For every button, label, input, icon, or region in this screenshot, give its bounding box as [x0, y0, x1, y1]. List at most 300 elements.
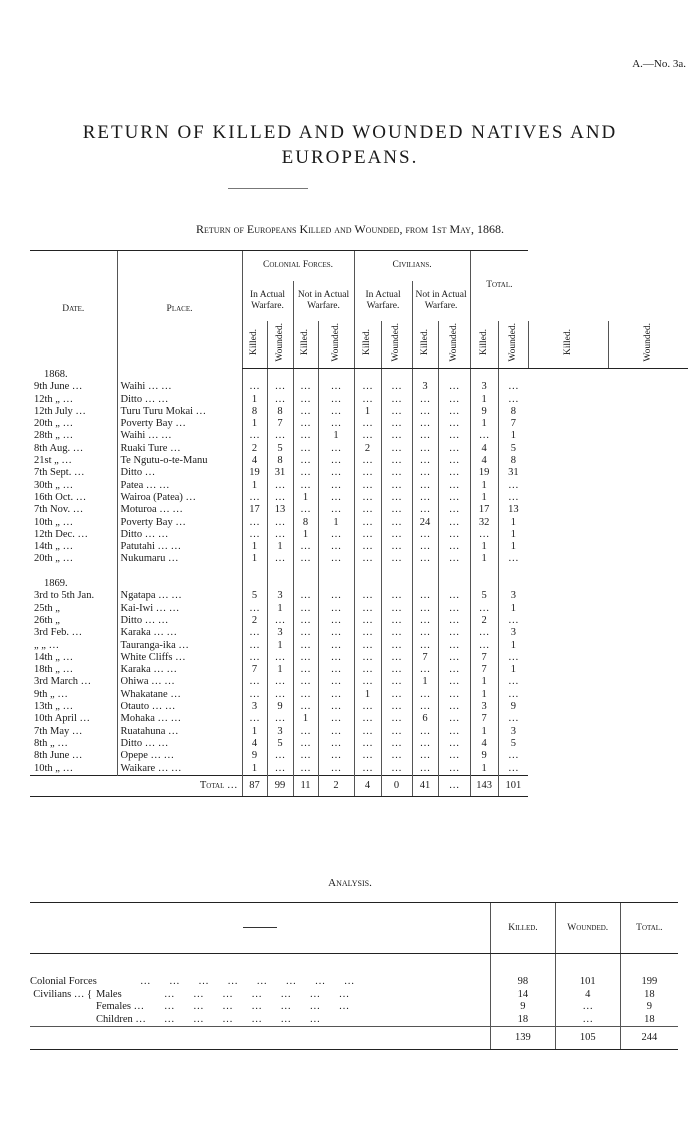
row-value: …	[267, 689, 293, 701]
table-row	[30, 529, 688, 541]
row-value: …	[438, 492, 470, 504]
row-value: …	[354, 615, 381, 627]
total-value: 2	[318, 775, 354, 796]
row-value: 1	[242, 726, 267, 738]
row-value: …	[293, 381, 318, 393]
wounded-label: Wounded.	[507, 322, 518, 362]
row-value: 8	[267, 455, 293, 467]
place-header: Place.	[117, 251, 242, 369]
row-value: 1	[267, 664, 293, 676]
row-date: 20th „ …	[34, 553, 74, 565]
row-value: …	[354, 738, 381, 750]
row-value: 1	[412, 676, 438, 688]
row-value: …	[293, 553, 318, 565]
row-value	[242, 566, 267, 578]
row-value: …	[381, 763, 412, 776]
row-value: …	[354, 640, 381, 652]
row-value: …	[267, 763, 293, 776]
row-value: …	[412, 394, 438, 406]
row-value: 5	[267, 738, 293, 750]
row-value: 9	[242, 750, 267, 762]
row-value	[438, 578, 470, 590]
row-value: …	[438, 664, 470, 676]
row-value: …	[381, 615, 412, 627]
row-place: Kai-Iwi … …	[117, 603, 242, 615]
row-place: Mohaka … …	[117, 713, 242, 725]
row-place: Ruatahuna …	[117, 726, 242, 738]
row-value: …	[318, 480, 354, 492]
row-value: …	[498, 394, 528, 406]
row-value: …	[438, 430, 470, 442]
row-value: 5	[470, 590, 498, 602]
row-value: …	[318, 529, 354, 541]
analysis-wounded-header: Wounded.	[555, 903, 620, 954]
table-row	[30, 566, 688, 578]
row-value: 5	[242, 590, 267, 602]
row-value: 31	[498, 467, 528, 479]
row-value: …	[242, 381, 267, 393]
analysis-label-cell	[30, 954, 491, 989]
row-date: „ „ …	[34, 639, 60, 651]
row-place: Poverty Bay …	[117, 418, 242, 430]
killed-subheader	[528, 321, 608, 369]
row-value: …	[293, 750, 318, 762]
row-value: 1	[354, 406, 381, 418]
row-value: …	[438, 676, 470, 688]
title-divider	[228, 188, 308, 189]
row-date: 25th „	[34, 602, 60, 614]
row-value	[293, 369, 318, 382]
row-value: …	[381, 418, 412, 430]
row-value: …	[318, 504, 354, 516]
row-date: 10th April …	[34, 713, 91, 725]
row-value: …	[242, 492, 267, 504]
row-value: …	[267, 652, 293, 664]
total-row	[30, 775, 688, 796]
row-value: …	[412, 418, 438, 430]
row-date: 1869.	[44, 578, 68, 590]
row-value: …	[438, 615, 470, 627]
table-row	[30, 763, 688, 776]
row-value: …	[318, 676, 354, 688]
row-value: …	[293, 394, 318, 406]
row-value: …	[318, 541, 354, 553]
row-place: Ditto … …	[117, 738, 242, 750]
killed-subheader	[470, 321, 498, 369]
row-place: Ohiwa … …	[117, 676, 242, 688]
row-date: 21st „ …	[34, 455, 72, 467]
row-value: …	[354, 713, 381, 725]
total-value: 99	[267, 775, 293, 796]
killed-subheader	[412, 321, 438, 369]
row-value: 1	[267, 640, 293, 652]
row-value: …	[267, 517, 293, 529]
row-value: 3	[498, 726, 528, 738]
row-value: 1	[498, 603, 528, 615]
dash-rule	[243, 927, 277, 928]
row-value: …	[293, 406, 318, 418]
row-value: 3	[498, 627, 528, 639]
row-value: …	[381, 726, 412, 738]
row-place: Karaka … …	[117, 664, 242, 676]
row-value: …	[267, 480, 293, 492]
row-place: Ditto …	[117, 467, 242, 479]
row-date: 13th „ …	[34, 701, 74, 713]
row-value: 3	[267, 627, 293, 639]
row-value: …	[470, 640, 498, 652]
row-place: Waikare … …	[117, 763, 242, 776]
total-spacer	[30, 775, 117, 796]
row-value: …	[498, 689, 528, 701]
row-value: 1	[293, 713, 318, 725]
row-date: 3rd March …	[34, 676, 92, 688]
row-value	[354, 566, 381, 578]
analysis-value: 4	[555, 989, 620, 1002]
row-value	[381, 566, 412, 578]
row-value: …	[267, 553, 293, 565]
analysis-value: …	[555, 1001, 620, 1014]
row-value: …	[381, 517, 412, 529]
row-value: 8	[498, 455, 528, 467]
row-value: …	[242, 713, 267, 725]
row-value: …	[293, 676, 318, 688]
analysis-sum-value: 139	[491, 1027, 556, 1050]
row-value: …	[354, 750, 381, 762]
row-value: …	[354, 603, 381, 615]
row-value: 1	[470, 763, 498, 776]
row-place: Poverty Bay …	[117, 517, 242, 529]
row-value: …	[293, 738, 318, 750]
row-value	[354, 578, 381, 590]
row-value: 1	[242, 541, 267, 553]
table-row	[30, 541, 688, 553]
row-date: 7th Sept. …	[34, 467, 85, 479]
row-value: …	[354, 504, 381, 516]
row-value	[412, 566, 438, 578]
row-value: …	[412, 406, 438, 418]
row-value: …	[293, 726, 318, 738]
table-row	[30, 689, 688, 701]
table-row	[30, 603, 688, 615]
row-date: 30th „ …	[34, 479, 74, 491]
row-value	[470, 578, 498, 590]
row-value: …	[354, 455, 381, 467]
table-row	[30, 517, 688, 529]
analysis-dots: … … … … … … …	[164, 1001, 351, 1012]
row-value: …	[498, 676, 528, 688]
row-value: …	[267, 430, 293, 442]
row-value: …	[293, 504, 318, 516]
row-value: …	[318, 455, 354, 467]
table-row	[30, 750, 688, 762]
civilians-header: Civilians.	[354, 251, 470, 281]
row-value	[498, 369, 528, 382]
row-value: …	[354, 394, 381, 406]
row-value: …	[438, 726, 470, 738]
row-value: 3	[267, 726, 293, 738]
analysis-value: 199	[620, 954, 678, 989]
row-value: …	[412, 467, 438, 479]
row-value: …	[381, 590, 412, 602]
row-date: 3rd Feb. …	[34, 627, 83, 639]
analysis-value: 14	[491, 989, 556, 1002]
row-value: …	[381, 394, 412, 406]
analysis-bracket: Civilians … {	[33, 988, 92, 1000]
row-value: …	[412, 726, 438, 738]
analysis-sum-value: 105	[555, 1027, 620, 1050]
row-value: …	[293, 689, 318, 701]
row-value	[412, 578, 438, 590]
row-value: …	[381, 627, 412, 639]
row-date: 10th „ …	[34, 762, 74, 774]
row-place	[117, 369, 242, 382]
row-value: 7	[470, 713, 498, 725]
row-value: 5	[267, 443, 293, 455]
row-value: 1	[498, 640, 528, 652]
row-value: …	[381, 713, 412, 725]
row-value: …	[267, 492, 293, 504]
analysis-value: …	[555, 1014, 620, 1027]
table-row	[30, 726, 688, 738]
table-row	[30, 738, 688, 750]
row-value: 13	[498, 504, 528, 516]
analysis-label-cell	[30, 1014, 491, 1027]
row-value: …	[381, 541, 412, 553]
wounded-label: Wounded.	[330, 322, 341, 362]
row-value: 1	[318, 517, 354, 529]
row-value: …	[381, 443, 412, 455]
table-row	[30, 443, 688, 455]
row-value: …	[438, 553, 470, 565]
row-value	[438, 369, 470, 382]
row-value: …	[242, 517, 267, 529]
row-value: 3	[267, 590, 293, 602]
row-value: …	[293, 640, 318, 652]
row-value: 8	[293, 517, 318, 529]
row-value: …	[354, 467, 381, 479]
row-value: 24	[412, 517, 438, 529]
row-value: 1	[498, 517, 528, 529]
row-value: …	[381, 689, 412, 701]
total-value: 11	[293, 775, 318, 796]
row-value: …	[293, 480, 318, 492]
killed-label: Killed.	[419, 329, 430, 356]
row-value: …	[242, 689, 267, 701]
row-value: 3	[498, 590, 528, 602]
row-value: 1	[498, 430, 528, 442]
wounded-subheader	[608, 321, 688, 369]
row-value: …	[267, 676, 293, 688]
row-value: …	[318, 726, 354, 738]
row-value	[293, 566, 318, 578]
row-value: …	[293, 443, 318, 455]
row-value: …	[498, 750, 528, 762]
row-date	[30, 566, 117, 578]
table-row	[30, 713, 688, 725]
row-value: …	[412, 553, 438, 565]
row-value: …	[470, 627, 498, 639]
row-value: …	[318, 590, 354, 602]
row-value: …	[381, 529, 412, 541]
row-value: 3	[470, 701, 498, 713]
row-date: 12th July …	[34, 405, 86, 417]
row-value: …	[412, 430, 438, 442]
table-row	[30, 455, 688, 467]
row-value: 1	[242, 480, 267, 492]
row-value: …	[381, 640, 412, 652]
row-date: 8th Aug. …	[34, 442, 84, 454]
row-value: …	[293, 701, 318, 713]
row-value: …	[354, 676, 381, 688]
wounded-subheader	[381, 321, 412, 369]
row-value: …	[293, 603, 318, 615]
table-row	[30, 553, 688, 565]
killed-label: Killed.	[562, 329, 573, 356]
row-value: …	[498, 480, 528, 492]
row-value: …	[438, 418, 470, 430]
row-value: 8	[498, 406, 528, 418]
row-value: 2	[470, 615, 498, 627]
row-value: …	[318, 640, 354, 652]
row-value: 17	[470, 504, 498, 516]
row-value	[267, 369, 293, 382]
row-date: 14th „ …	[34, 541, 74, 553]
row-value: …	[242, 676, 267, 688]
row-value	[293, 578, 318, 590]
row-date: 8th June …	[34, 750, 83, 762]
wounded-label: Wounded.	[448, 322, 459, 362]
row-date: 12th „ …	[34, 393, 74, 405]
row-value: …	[267, 381, 293, 393]
row-value: 1	[470, 726, 498, 738]
row-value	[318, 566, 354, 578]
row-value: …	[318, 406, 354, 418]
analysis-sum-value: 244	[620, 1027, 678, 1050]
row-place: Whakatane …	[117, 689, 242, 701]
analysis-dots: … … … … … …	[164, 1013, 322, 1025]
total-value: 87	[242, 775, 267, 796]
row-value: 7	[412, 652, 438, 664]
row-value: …	[242, 430, 267, 442]
row-value: …	[354, 430, 381, 442]
row-value: …	[242, 529, 267, 541]
table-row	[30, 615, 688, 627]
row-value: …	[242, 603, 267, 615]
table-row	[30, 578, 688, 590]
row-value: 4	[242, 455, 267, 467]
row-value: 4	[470, 455, 498, 467]
row-value	[242, 578, 267, 590]
row-value: …	[438, 541, 470, 553]
table-subtitle: Return of Europeans Killed and Wounded, from 1st May, 1868.	[196, 222, 504, 236]
row-value: …	[354, 492, 381, 504]
row-value: …	[438, 504, 470, 516]
row-value: …	[267, 529, 293, 541]
row-date: 1868.	[44, 368, 68, 380]
row-value: …	[381, 492, 412, 504]
row-value	[381, 578, 412, 590]
row-date: 18th „ …	[34, 664, 74, 676]
row-value: …	[412, 750, 438, 762]
total-value: 0	[381, 775, 412, 796]
row-value: …	[438, 750, 470, 762]
killed-subheader	[293, 321, 318, 369]
row-value: …	[354, 418, 381, 430]
row-value: …	[267, 713, 293, 725]
analysis-label: Females …	[96, 1001, 145, 1012]
row-value: …	[470, 529, 498, 541]
killed-label: Killed.	[362, 329, 373, 356]
row-value: …	[498, 381, 528, 393]
wounded-subheader	[438, 321, 470, 369]
row-value: …	[293, 455, 318, 467]
wounded-subheader	[267, 321, 293, 369]
row-value: 5	[498, 738, 528, 750]
row-value: 7	[498, 418, 528, 430]
row-value: …	[438, 529, 470, 541]
row-value: …	[318, 664, 354, 676]
analysis-label-cell	[30, 989, 491, 1002]
row-value: 1	[470, 394, 498, 406]
row-value: 19	[470, 467, 498, 479]
table-row	[30, 504, 688, 516]
row-place: Nukumaru …	[117, 553, 242, 565]
row-value: 7	[470, 664, 498, 676]
row-value: 3	[242, 701, 267, 713]
row-date: 10th „ …	[34, 516, 74, 528]
row-value: 2	[354, 443, 381, 455]
row-value: 13	[267, 504, 293, 516]
row-value: …	[354, 553, 381, 565]
row-value	[318, 369, 354, 382]
wounded-subheader	[498, 321, 528, 369]
row-value	[498, 578, 528, 590]
row-value: 9	[470, 750, 498, 762]
row-value: 1	[242, 763, 267, 776]
row-value: …	[381, 406, 412, 418]
row-value: …	[293, 664, 318, 676]
row-date: 26th „	[34, 614, 60, 626]
row-date: 8th „ …	[34, 737, 68, 749]
wounded-label: Wounded.	[642, 322, 653, 362]
row-value: …	[438, 455, 470, 467]
row-value: 7	[267, 418, 293, 430]
title-line-2: EUROPEANS.	[281, 147, 419, 168]
row-value: …	[242, 640, 267, 652]
row-value: …	[438, 701, 470, 713]
table-row	[30, 652, 688, 664]
row-value: …	[381, 750, 412, 762]
row-value: …	[438, 443, 470, 455]
analysis-value: 9	[491, 1001, 556, 1014]
row-value: 4	[470, 443, 498, 455]
row-value: 4	[470, 738, 498, 750]
row-value: 7	[470, 652, 498, 664]
table-row	[30, 640, 688, 652]
row-value: 8	[242, 406, 267, 418]
row-value: 2	[242, 615, 267, 627]
row-value: 2	[242, 443, 267, 455]
row-value: …	[381, 455, 412, 467]
row-place: Ditto … …	[117, 529, 242, 541]
row-value: …	[438, 394, 470, 406]
row-value: …	[438, 689, 470, 701]
row-value: …	[293, 418, 318, 430]
row-value: 1	[470, 553, 498, 565]
row-value: …	[293, 430, 318, 442]
row-value: …	[412, 627, 438, 639]
row-value: 3	[470, 381, 498, 393]
